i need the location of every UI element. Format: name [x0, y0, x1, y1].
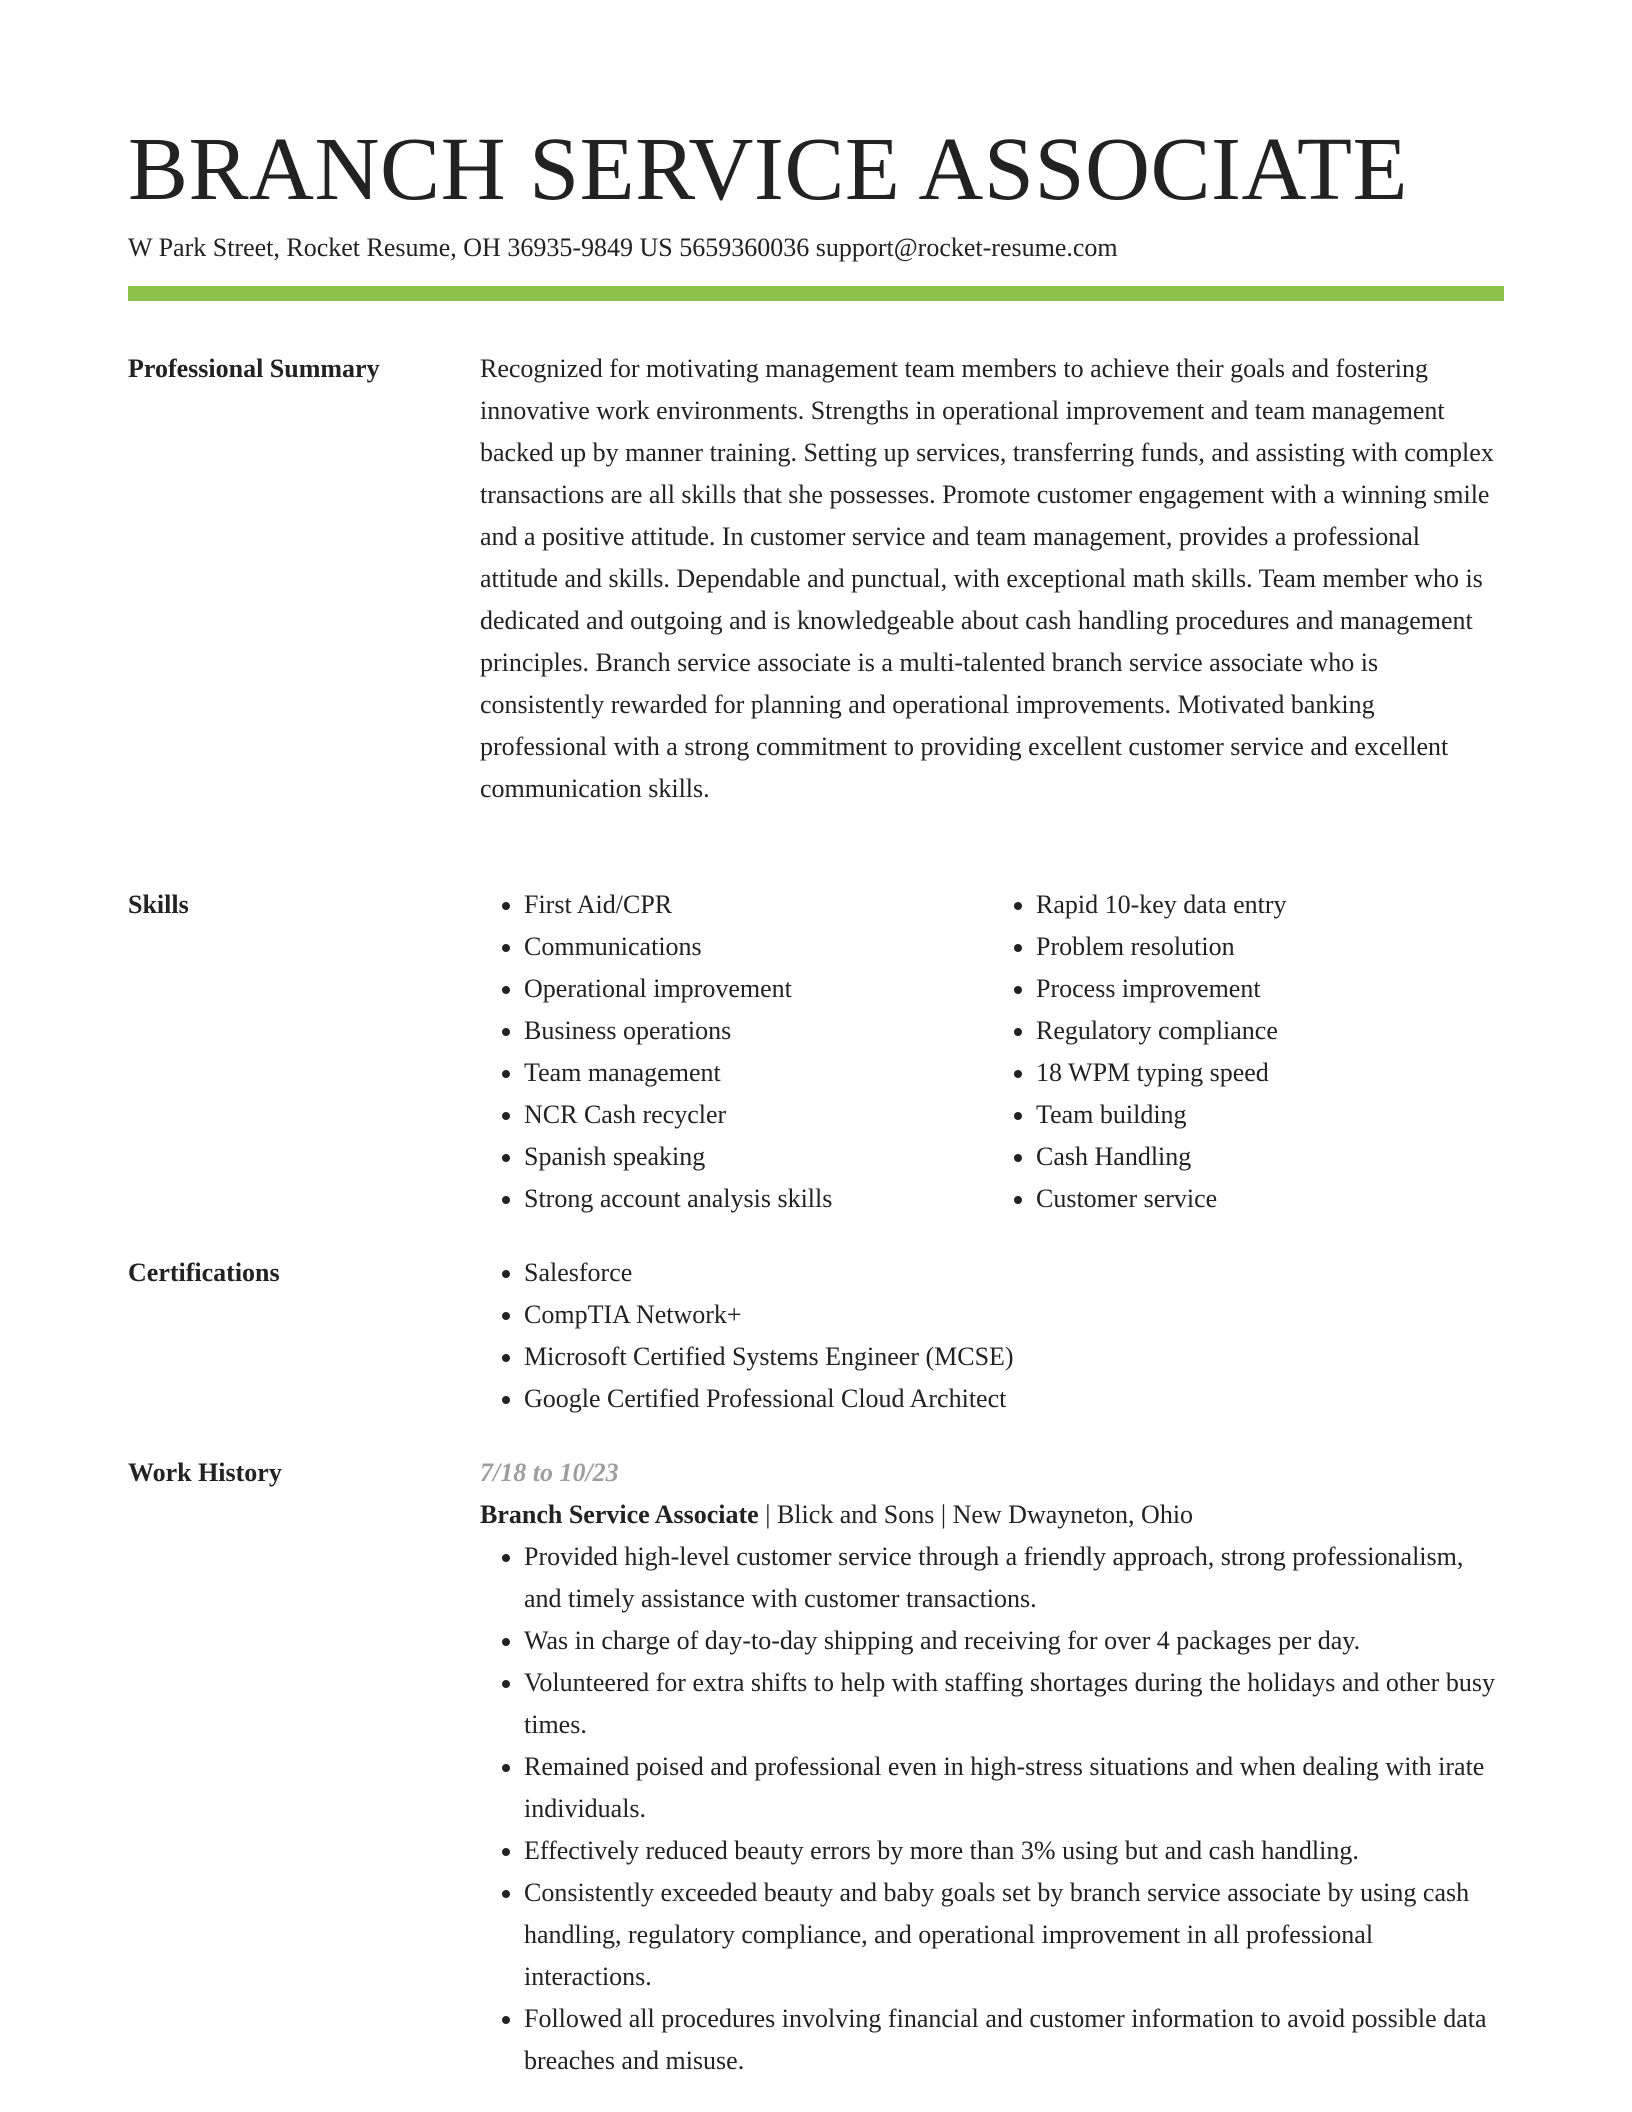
job-bullet: • Effectively reduced beauty errors by more than 3% using but and cash handling.: [524, 1830, 1504, 1872]
job-bullets: [480, 1536, 1504, 2082]
certification-item: • Google Certified Professional Cloud Architect: [524, 1378, 1504, 1420]
job-bullet: • Was in charge of day-to-day shipping and receiving for over 4 packages per day.: [524, 1620, 1504, 1662]
skill-item: • Problem resolution: [1036, 926, 1504, 968]
skills-body: [480, 884, 1504, 1220]
summary-body: [480, 348, 1504, 810]
section-label-work-history: Work History: [128, 1458, 282, 1487]
work-history-body: [480, 1452, 1504, 2082]
contact-info: W Park Street, Rocket Resume, OH 36935-9849 US 5659360036 support@rocket-resume.com: [128, 233, 1118, 262]
skill-item: • Operational improvement: [524, 968, 992, 1010]
skill-item: • Communications: [524, 926, 992, 968]
skill-item: • Team management: [524, 1052, 992, 1094]
summary-text: Recognized for motivating management team members to achieve their goals and fostering innovative work environments. Strengths in operational improvement and team management backed up by manner training. Setting up services, transferring funds, and assisting with complex transactions are all skills that she possesses. Promote customer engagement with a winning smile and a positive attitude. In customer service and team management, provides a professional attitude and skills. Dependable and punctual, with exceptional math skills. Team member who is dedicated and outgoing and is knowledgeable about cash handling procedures and management principles. Branch service associate is a multi-talented branch service associate who is consistently rewarded for planning and operational improvements. Motivated banking professional with a strong commitment to providing excellent customer service and excellent communication skills.: [480, 354, 1494, 803]
skill-item: • Regulatory compliance: [1036, 1010, 1504, 1052]
job-heading: [480, 1494, 1504, 1536]
job-bullet: • Provided high-level customer service through a friendly approach, strong professionalism, and timely assistance with customer transactions.: [524, 1536, 1504, 1620]
certification-item: • CompTIA Network+: [524, 1294, 1504, 1336]
skill-item: • Customer service: [1036, 1178, 1504, 1220]
skill-item: • Spanish speaking: [524, 1136, 992, 1178]
skill-item: • 18 WPM typing speed: [1036, 1052, 1504, 1094]
certifications-body: [480, 1252, 1504, 1420]
skill-item: • Business operations: [524, 1010, 992, 1052]
certification-item: • Microsoft Certified Systems Engineer (MCSE): [524, 1336, 1504, 1378]
skill-item: • Cash Handling: [1036, 1136, 1504, 1178]
job-bullet: • Remained poised and professional even in high-stress situations and when dealing with irate individuals.: [524, 1746, 1504, 1830]
skills-list-left: [480, 884, 992, 1220]
job-employer-location: | Blick and Sons | New Dwayneton, Ohio: [758, 1500, 1194, 1529]
section-label-summary: Professional Summary: [128, 354, 380, 383]
job-title: Branch Service Associate: [480, 1500, 759, 1529]
resume-name: BRANCH SERVICE ASSOCIATE: [128, 120, 1408, 219]
section-label-skills: Skills: [128, 890, 189, 919]
skill-item: • Strong account analysis skills: [524, 1178, 992, 1220]
job-dates: 7/18 to 10/23: [480, 1458, 619, 1487]
skill-item: • Process improvement: [1036, 968, 1504, 1010]
skill-item: • NCR Cash recycler: [524, 1094, 992, 1136]
job-bullet: • Followed all procedures involving financial and customer information to avoid possible data breaches and misuse.: [524, 1998, 1504, 2082]
job-bullet: • Consistently exceeded beauty and baby goals set by branch service associate by using cash handling, regulatory compliance, and operational improvement in all professional interactions.: [524, 1872, 1504, 1998]
skill-item: • Team building: [1036, 1094, 1504, 1136]
job-bullet: • Volunteered for extra shifts to help with staffing shortages during the holidays and other busy times.: [524, 1662, 1504, 1746]
certification-item: • Salesforce: [524, 1252, 1504, 1294]
certifications-list: [480, 1252, 1504, 1420]
skills-list-right: [992, 884, 1504, 1220]
section-label-certifications: Certifications: [128, 1258, 280, 1287]
skill-item: • First Aid/CPR: [524, 884, 992, 926]
accent-divider: [128, 286, 1504, 301]
skill-item: • Rapid 10-key data entry: [1036, 884, 1504, 926]
